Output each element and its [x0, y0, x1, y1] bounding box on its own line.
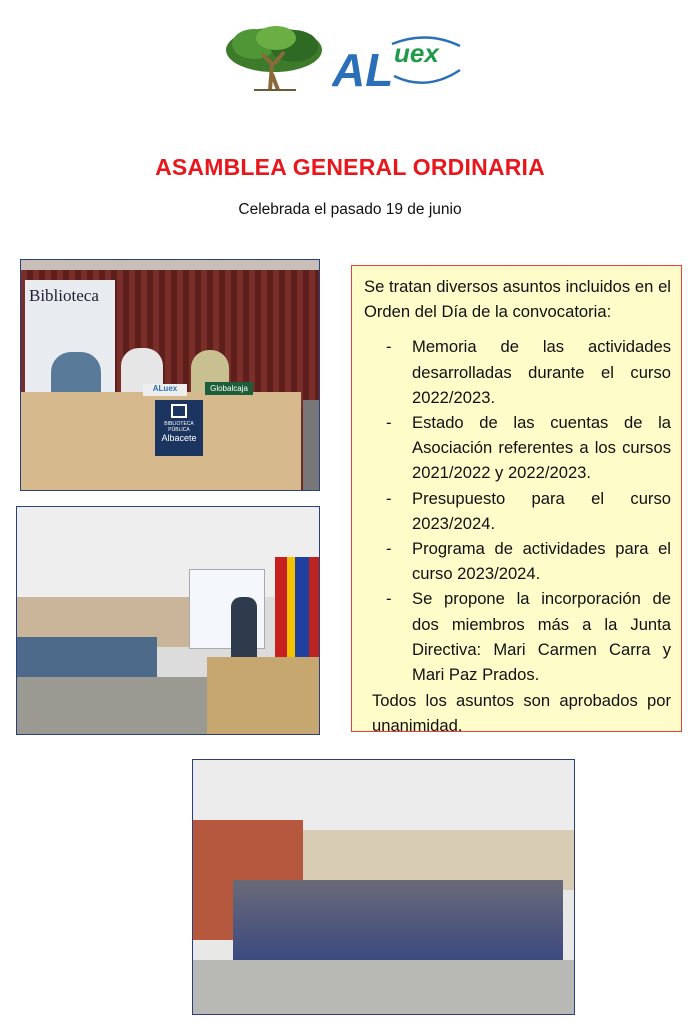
sponsor-card-text: Globalcaja [205, 382, 253, 395]
library-sign-text: BIBLIOTECA PÚBLICA [164, 421, 194, 433]
photo-audience [192, 759, 575, 1015]
svg-text:uex: uex [394, 38, 439, 68]
svg-text:AL: AL [332, 44, 394, 92]
agenda-item: - Presupuesto para el curso 2023/2024. [386, 488, 671, 533]
photo-presentation [16, 506, 320, 735]
agenda-intro: Se tratan diversos asuntos incluidos en el Orden del Día de la convocatoria: [364, 277, 671, 322]
library-sign-city: Albacete [161, 433, 197, 443]
page-title: ASAMBLEA GENERAL ORDINARIA [155, 154, 545, 180]
agenda-item: - Memoria de las actividades desarrolladas durante el curso 2022/2023. [386, 337, 671, 407]
photo-assembly-table [20, 259, 320, 491]
agenda-closing: Todos los asuntos son aprobados por unanimidad. [372, 691, 671, 736]
agenda-item: - Se propone la incorporación de dos miembros más a la Junta Directiva: Mari Carmen Carra y Mari Paz Prados. [386, 589, 671, 685]
banner-text: Biblioteca [29, 286, 99, 305]
page-subtitle: Celebrada el pasado 19 de junio [238, 201, 462, 218]
agenda-item: - Estado de las cuentas de la Asociación referentes a los cursos 2021/2022 y 2022/2023. [386, 413, 671, 483]
agenda-box [351, 265, 682, 736]
table-card-text: ALuex [143, 384, 187, 396]
agenda-list [364, 334, 671, 687]
aluex-logo [332, 30, 467, 92]
tree-logo-icon [224, 24, 326, 92]
agenda-item: - Programa de actividades para el curso 2023/2024. [386, 539, 671, 584]
